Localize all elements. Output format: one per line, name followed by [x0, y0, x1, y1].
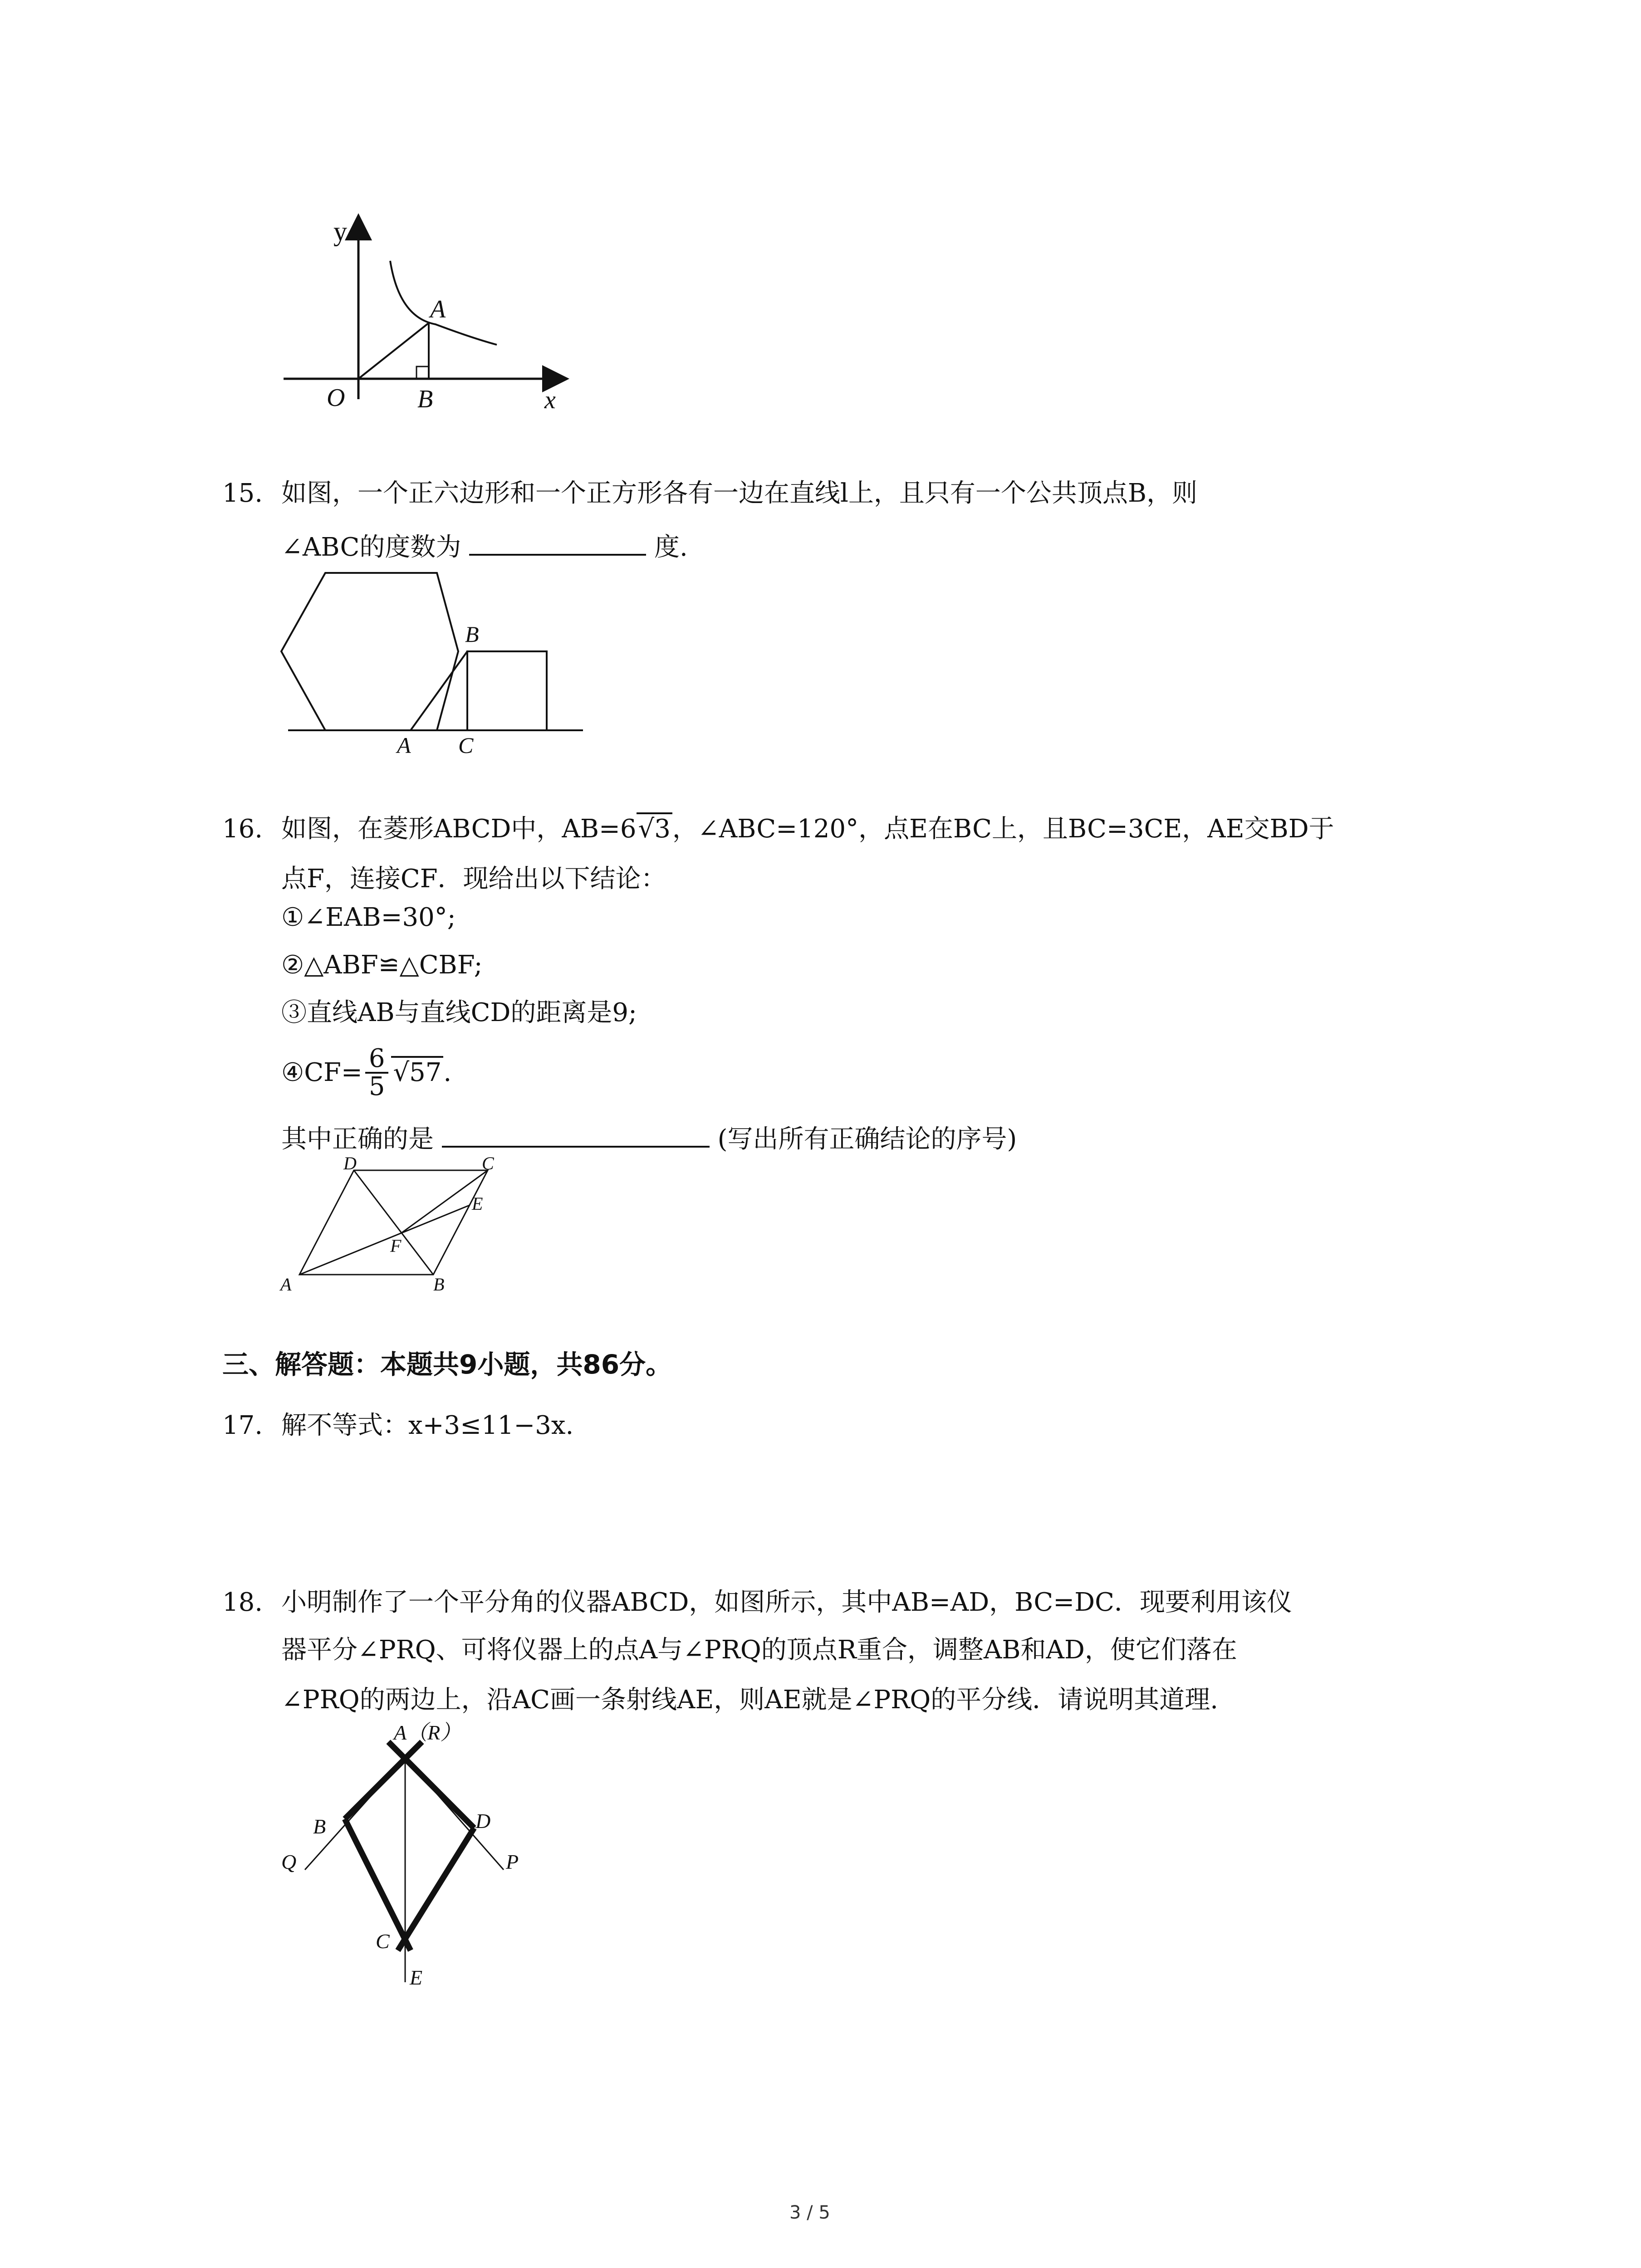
label-Q: Q	[281, 1850, 297, 1873]
q18-figure	[272, 1715, 544, 1996]
q17-number: 17.	[222, 1411, 263, 1440]
label-E: E	[410, 1966, 423, 1989]
q18-line3: ∠PRQ的两边上，沿AC画一条射线AE，则AE就是∠PRQ的平分线．请说明其道理.	[281, 1685, 1219, 1715]
label-F: F	[390, 1236, 402, 1256]
q16-answer-blank[interactable]	[442, 1120, 710, 1148]
segment-AE	[299, 1205, 470, 1275]
q18-number: 18.	[222, 1588, 263, 1617]
q16-number: 16.	[222, 814, 263, 844]
q15-line1: 如图，一个正六边形和一个正方形各有一边在直线l上，且只有一个公共顶点B，则	[281, 479, 1198, 508]
q16-conclusion-3: ③直线AB与直线CD的距离是9;	[281, 998, 637, 1027]
label-y: y	[333, 216, 347, 246]
bar-DC	[398, 1828, 474, 1950]
diagonal-BD	[354, 1170, 433, 1275]
q16-answer-line: 其中正确的是 (写出所有正确结论的序号)	[281, 1120, 1017, 1157]
label-E: E	[472, 1193, 483, 1214]
q16-conclusion-4: ④CF= $\frac{6}{5}$ √57.	[281, 1044, 452, 1101]
label-D: D	[343, 1157, 357, 1173]
q18-line2: 器平分∠PRQ、可将仪器上的点A与∠PRQ的顶点R重合，调整AB和AD，使它们落在	[281, 1635, 1237, 1665]
sqrt-57: √57	[391, 1056, 443, 1087]
label-A: A	[430, 295, 446, 323]
q15-number: 15.	[222, 479, 263, 508]
bar-AD	[388, 1742, 474, 1828]
q16-line2: 点F，连接CF．现给出以下结论：	[281, 864, 666, 894]
page-number: 3 / 5	[789, 2202, 830, 2223]
q16-line1: 如图，在菱形ABCD中，AB=6√3，∠ABC=120°，点E在BC上，且BC=3CE，AE交BD于	[281, 812, 1334, 846]
label-A: A	[397, 733, 411, 758]
segment-BA	[411, 651, 467, 730]
q16-conclusion-1: ①∠EAB=30°;	[281, 903, 456, 932]
bar-AB	[345, 1742, 422, 1819]
q14-figure	[272, 213, 581, 422]
label-C: C	[458, 733, 474, 758]
label-C: C	[482, 1157, 494, 1173]
q16-figure	[272, 1157, 526, 1297]
square	[467, 651, 547, 730]
q18-line1: 小明制作了一个平分角的仪器ABCD，如图所示，其中AB=AD，BC=DC．现要利用该仪	[281, 1588, 1292, 1617]
section-3-heading: 三、解答题：本题共9小题，共86分。	[222, 1349, 672, 1380]
label-B: B	[417, 385, 433, 413]
sqrt-3: √3	[637, 812, 672, 844]
label-P: P	[506, 1850, 519, 1873]
q15-line2: ∠ABC的度数为 度.	[281, 528, 688, 565]
label-C: C	[376, 1930, 390, 1953]
label-x: x	[544, 386, 556, 414]
q15-answer-blank[interactable]	[469, 528, 646, 556]
label-B: B	[313, 1815, 326, 1838]
right-angle-mark	[416, 367, 429, 379]
label-D: D	[475, 1809, 491, 1833]
segment-OA	[358, 323, 429, 379]
label-O: O	[327, 384, 345, 412]
label-A: A	[280, 1274, 292, 1295]
q15-figure	[272, 562, 590, 762]
fraction-6-5: $\frac{6}{5}$	[365, 1046, 389, 1100]
q16-conclusion-2: ②△ABF≌△CBF;	[281, 950, 483, 980]
regular-hexagon	[281, 573, 458, 730]
label-B: B	[433, 1274, 445, 1295]
label-B: B	[465, 621, 479, 647]
q17-text: 解不等式：x+3≤11−3x.	[281, 1411, 574, 1440]
label-AR: A（R）	[394, 1721, 461, 1744]
